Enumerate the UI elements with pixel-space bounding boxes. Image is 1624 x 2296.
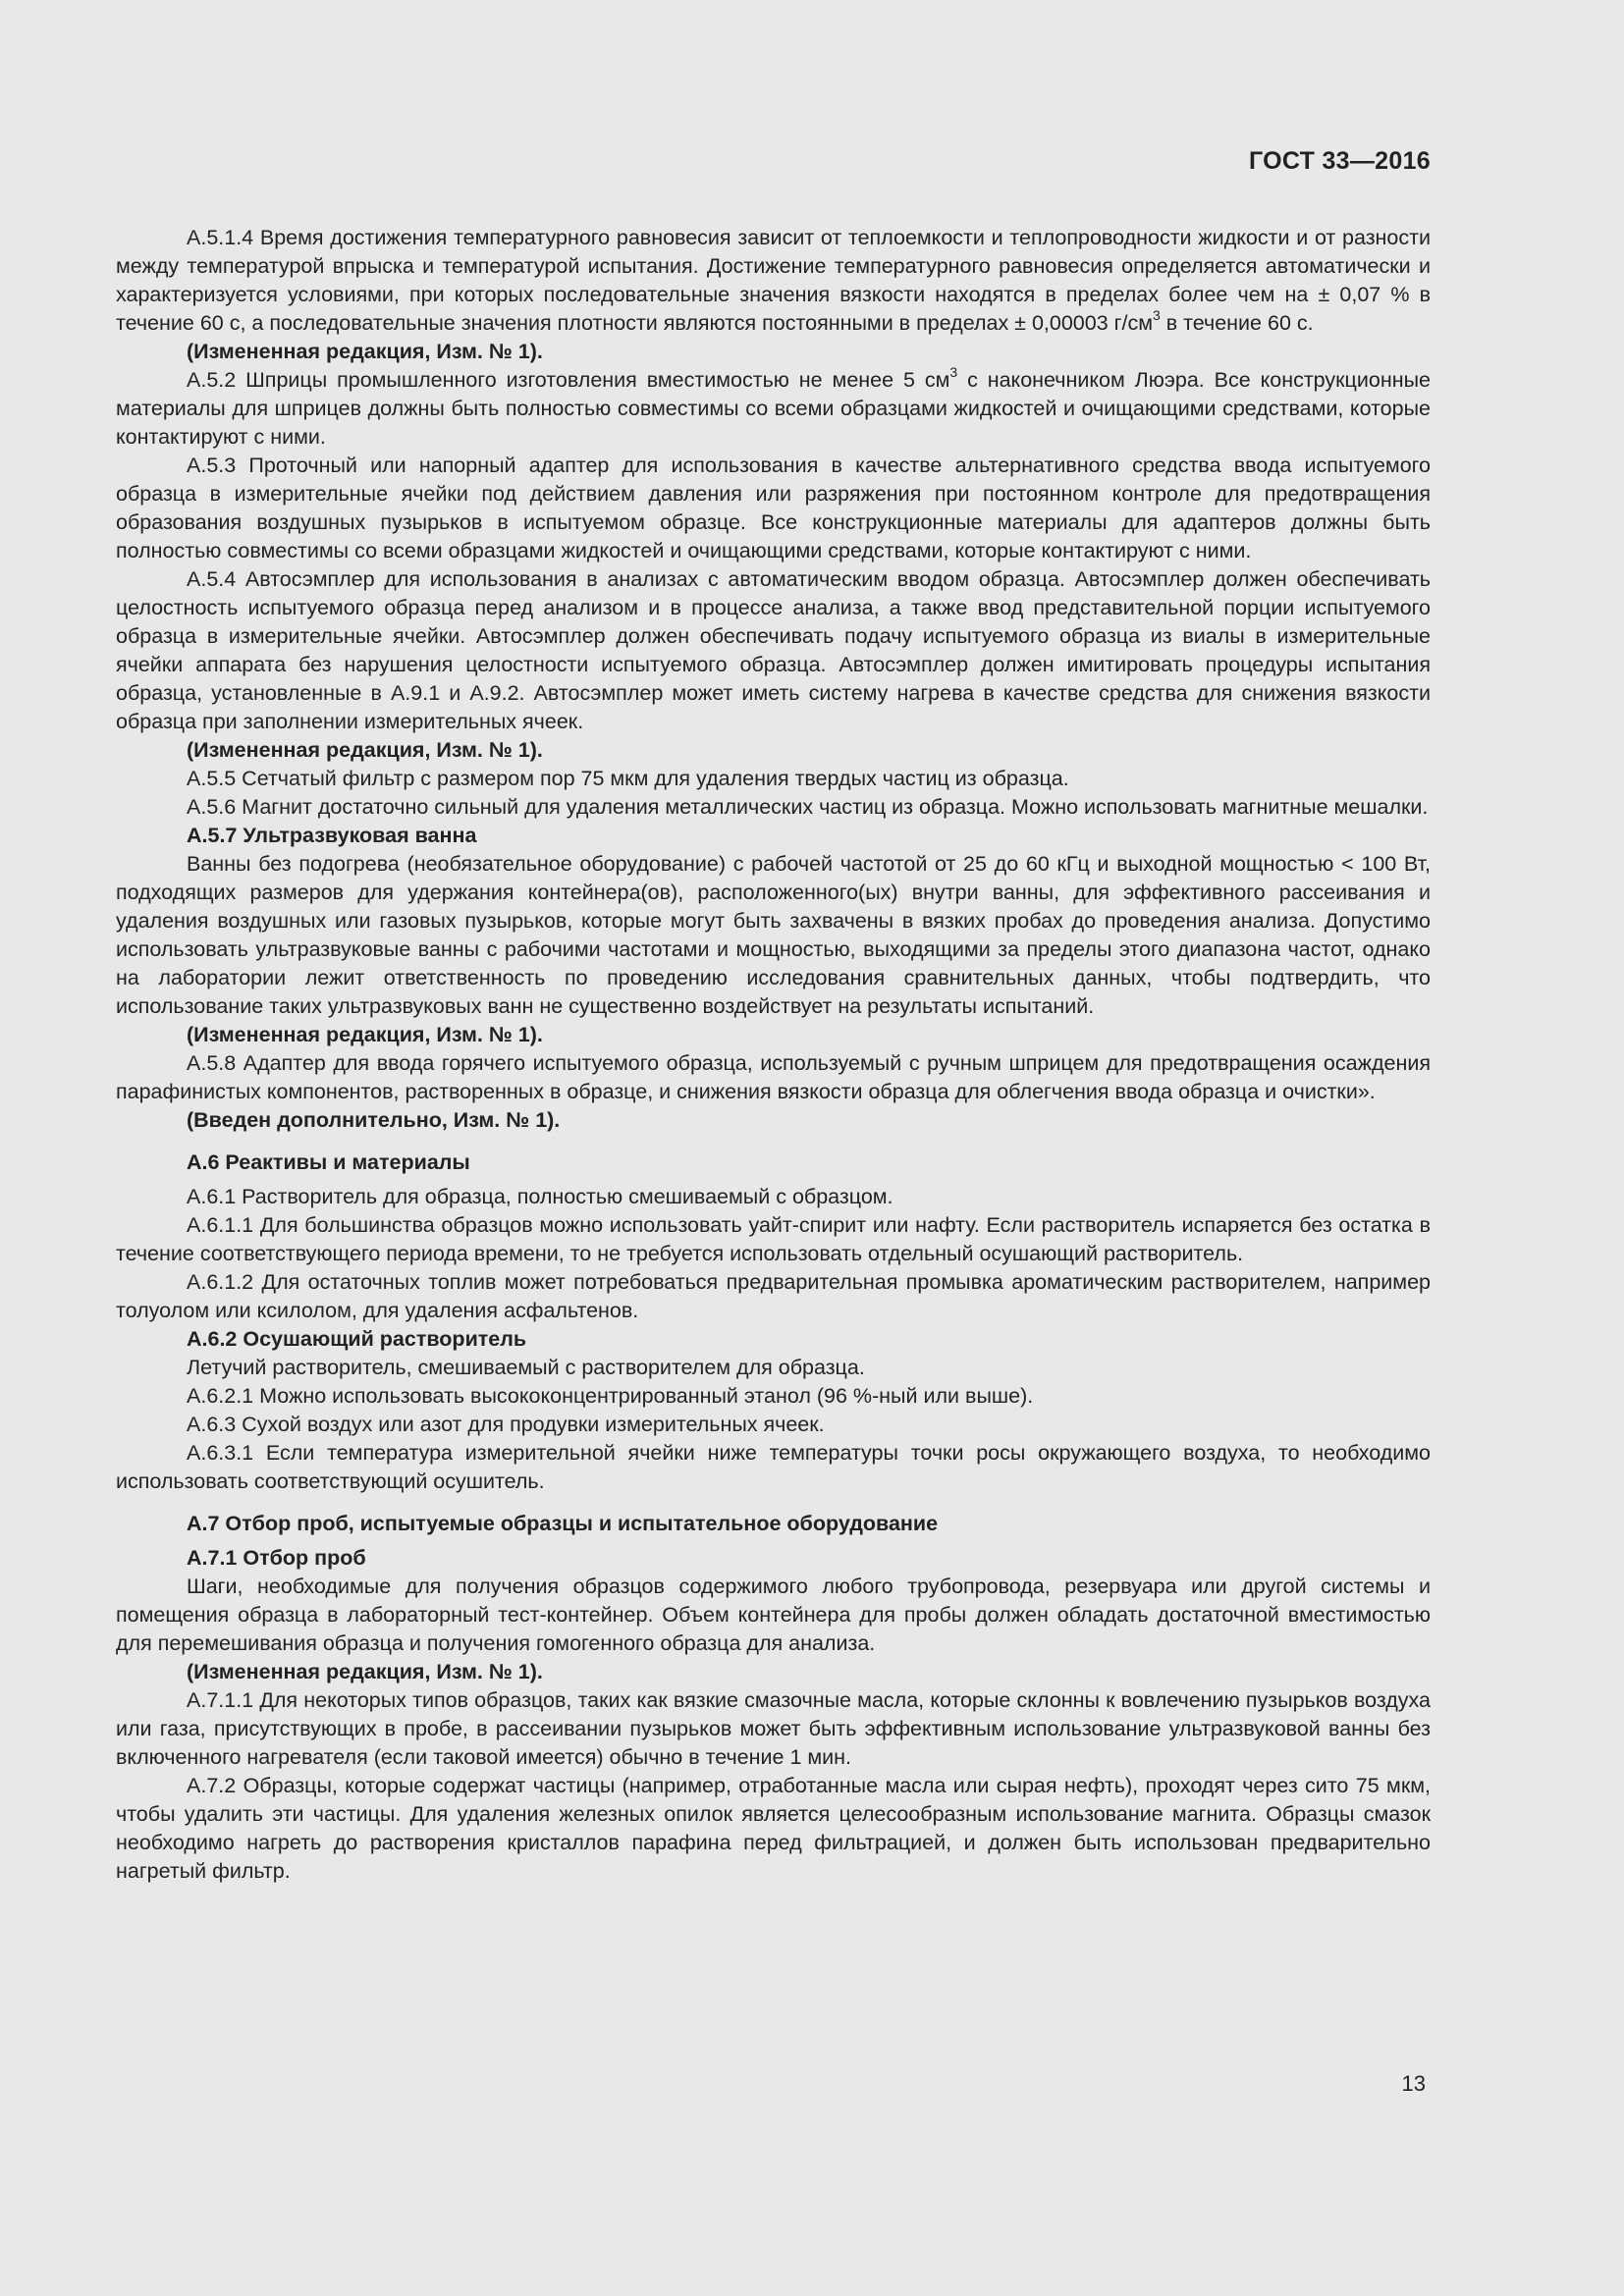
paragraph-text: (Измененная редакция, Изм. № 1).	[187, 340, 543, 363]
paragraph	[116, 1573, 1431, 1658]
paragraph	[116, 1183, 1431, 1211]
paragraph	[116, 1049, 1431, 1106]
bold-paragraph	[116, 1106, 1431, 1135]
paragraph-text-tail: с наконечником Люэра. Все конструкционные материалы для шприцев должны быть полностью совместимы со всеми образцами жидкостей и очищающими средствами, которые контактируют с ними.	[116, 368, 1431, 449]
paragraph-text: А.6.3 Сухой воздух или азот для продувки измерительных ячеек.	[187, 1413, 825, 1436]
paragraph-text: А.5.3 Проточный или напорный адаптер для использования в качестве альтернативного средства ввода испытуемого образца в измерительные ячейки под действием давления или разряжения при постоянном контроле для предотвращения образования воздушных пузырьков в испытуемом образце. Все конструкционные материалы для адаптеров должны быть полностью совместимы со всеми образцами жидкостей и очищающими средствами, которые контактируют с ними.	[116, 454, 1431, 562]
paragraph-text: А.5.8 Адаптер для ввода горячего испытуемого образца, используемый с ручным шприцем для предотвращения осаждения парафинистых компонентов, растворенных в образце, и снижения вязкости образца для облегчения ввода образца и очистки».	[116, 1051, 1431, 1103]
paragraph-text: А.6.1 Растворитель для образца, полностью смешиваемый с образцом.	[187, 1185, 893, 1208]
paragraph	[116, 565, 1431, 736]
document-header: ГОСТ 33—2016	[1249, 147, 1431, 175]
paragraph-text: А.5.7 Ультразвуковая ванна	[187, 824, 477, 847]
superscript: 3	[949, 363, 958, 380]
paragraph	[116, 1686, 1431, 1772]
section-heading	[116, 1148, 1431, 1177]
paragraph	[116, 1354, 1431, 1382]
paragraph-text: А.7.1 Отбор проб	[187, 1546, 366, 1570]
paragraph-text: (Измененная редакция, Изм. № 1).	[187, 1023, 543, 1046]
paragraph	[116, 452, 1431, 565]
paragraph-text: А.7.1.1 Для некоторых типов образцов, таких как вязкие смазочные масла, которые склонны к вовлечению пузырьков воздуха или газа, присутствующих в пробе, в рассеивании пузырьков может быть эффективным использование ультразвуковой ванны без включенного нагревателя (если таковой имеется) обычно в течение 1 мин.	[116, 1688, 1431, 1769]
paragraph	[116, 1382, 1431, 1411]
paragraph	[116, 1772, 1431, 1886]
paragraph-text: (Введен дополнительно, Изм. № 1).	[187, 1108, 561, 1132]
superscript: 3	[1153, 306, 1161, 323]
paragraph-text: А.5.2 Шприцы промышленного изготовления вместимостью не менее 5 см	[187, 368, 950, 392]
paragraph-text: А.6.3.1 Если температура измерительной ячейки ниже температуры точки росы окружающего воздуха, то необходимо использовать соответствующий осушитель.	[116, 1441, 1431, 1493]
bold-paragraph	[116, 1544, 1431, 1573]
bold-paragraph	[116, 1325, 1431, 1354]
paragraph	[116, 850, 1431, 1021]
paragraph-text: А.7 Отбор проб, испытуемые образцы и испытательное оборудование	[187, 1512, 939, 1535]
paragraph	[116, 224, 1431, 338]
bold-paragraph	[116, 736, 1431, 765]
paragraph	[116, 1268, 1431, 1325]
section-heading	[116, 1510, 1431, 1538]
paragraph-text: (Измененная редакция, Изм. № 1).	[187, 1660, 543, 1683]
paragraph-text: Шаги, необходимые для получения образцов содержимого любого трубопровода, резервуара или другой системы и помещения образца в лабораторный тест-контейнер. Объем контейнера для пробы должен обладать достаточной вместимостью для перемешивания образца и получения гомогенного образца для анализа.	[116, 1575, 1431, 1655]
paragraph-text: А.6 Реактивы и материалы	[187, 1150, 470, 1174]
bold-paragraph	[116, 1021, 1431, 1049]
paragraph-text: Ванны без подогрева (необязательное оборудование) с рабочей частотой от 25 до 60 кГц и выходной мощностью < 100 Вт, подходящих размеров для удержания контейнера(ов), расположенного(ых) внутри ванны, для эффективного рассеивания и удаления воздушных или газовых пузырьков, которые могут быть захвачены в вязких пробах до проведения анализа. Допустимо использовать ультразвуковые ванны с рабочими частотами и мощностью, выходящими за пределы этого диапазона частот, однако на лаборатории лежит ответственность по проведению исследования сравнительных данных, чтобы подтвердить, что использование таких ультразвуковых ванн не существенно воздействует на результаты испытаний.	[116, 852, 1431, 1018]
bold-paragraph	[116, 1658, 1431, 1686]
document-body	[116, 224, 1431, 1886]
paragraph-text: А.6.1.2 Для остаточных топлив может потребоваться предварительная промывка ароматическим растворителем, например толуолом или ксилолом, для удаления асфальтенов.	[116, 1270, 1431, 1322]
paragraph-text: А.6.2.1 Можно использовать высококонцентрированный этанол (96 %-ный или выше).	[187, 1384, 1034, 1408]
paragraph	[116, 793, 1431, 822]
bold-paragraph	[116, 822, 1431, 850]
paragraph	[116, 1439, 1431, 1496]
paragraph-text: А.5.6 Магнит достаточно сильный для удаления металлических частиц из образца. Можно использовать магнитные мешалки.	[187, 795, 1429, 819]
paragraph-text: А.5.5 Сетчатый фильтр с размером пор 75 мкм для удаления твердых частиц из образца.	[187, 767, 1069, 790]
bold-paragraph	[116, 338, 1431, 366]
paragraph	[116, 1211, 1431, 1268]
paragraph-text: А.6.2 Осушающий растворитель	[187, 1327, 527, 1351]
paragraph-text: А.7.2 Образцы, которые содержат частицы (например, отработанные масла или сырая нефть), проходят через сито 75 мкм, чтобы удалить эти частицы. Для удаления железных опилок является целесообразным использование магнита. Образцы смазок необходимо нагреть до растворения кристаллов парафина перед фильтрацией, и должен быть использован предварительно нагретый фильтр.	[116, 1774, 1431, 1883]
paragraph-text: (Измененная редакция, Изм. № 1).	[187, 738, 543, 762]
paragraph	[116, 765, 1431, 793]
paragraph-text: А.5.1.4 Время достижения температурного равновесия зависит от теплоемкости и теплопроводности жидкости и от разности между температурой впрыска и температурой испытания. Достижение температурного равновесия определяется автоматически и характеризуется условиями, при которых последовательные значения вязкости находятся в пределах более чем на ± 0,07 % в течение 60 с, а последовательные значения плотности являются постоянными в пределах ± 0,00003 г/см	[116, 226, 1431, 335]
page-number: 13	[1401, 2071, 1426, 2096]
paragraph-text: А.6.1.1 Для большинства образцов можно использовать уайт-спирит или нафту. Если растворитель испаряется без остатка в течение соответствующего периода времени, то не требуется использовать отдельный осушающий растворитель.	[116, 1213, 1431, 1265]
paragraph-text: Летучий растворитель, смешиваемый с растворителем для образца.	[187, 1356, 865, 1379]
paragraph-text: А.5.4 Автосэмплер для использования в анализах с автоматическим вводом образца. Автосэмплер должен обеспечивать целостность испытуемого образца перед анализом и в процессе анализа, а также ввод представительной порции испытуемого образца в измерительные ячейки. Автосэмплер должен обеспечивать подачу испытуемого образца из виалы в измерительные ячейки аппарата без нарушения целостности испытуемого образца. Автосэмплер должен имитировать процедуры испытания образца, установленные в А.9.1 и А.9.2. Автосэмплер может иметь систему нагрева в качестве средства для снижения вязкости образца при заполнении измерительных ячеек.	[116, 567, 1431, 733]
paragraph	[116, 1411, 1431, 1439]
paragraph-text-tail: в течение 60 с.	[1160, 311, 1314, 335]
paragraph	[116, 363, 1431, 452]
